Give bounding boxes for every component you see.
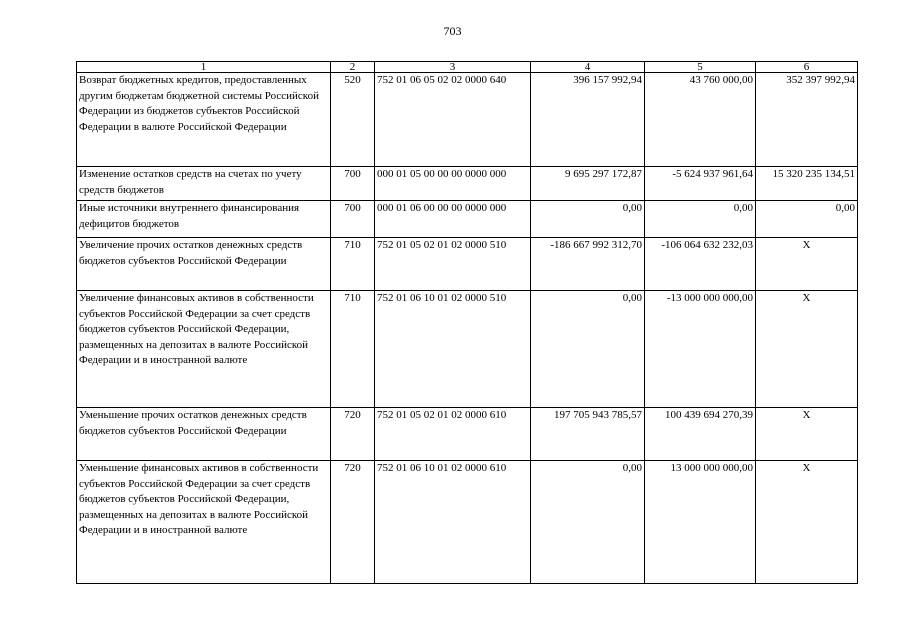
value-col5: 13 000 000 000,00 [645,461,756,584]
column-header: 5 [645,62,756,73]
row-name: Уменьшение финансовых активов в собственности субъектов Российской Федерации за счет средств бюджетов субъектов Российской Федерации, размещенных на депозитах в валюте Российской Федерации и в иностранной валюте [77,461,331,584]
line-code: 710 [331,291,375,408]
column-number-row [77,62,858,73]
budget-classification-code: 752 01 05 02 01 02 0000 610 [375,408,531,461]
value-col6: X [756,291,858,408]
budget-sources-table [76,61,858,584]
budget-classification-code: 000 01 05 00 00 00 0000 000 [375,167,531,201]
value-col6: 352 397 992,94 [756,73,858,167]
value-col6: X [756,461,858,584]
row-name: Возврат бюджетных кредитов, предоставленных другим бюджетам бюджетной системы Российской Федерации из бюджетов субъектов Российской Федерации в валюте Российской Федерации [77,73,331,167]
value-col4: 0,00 [531,291,645,408]
table-row [77,408,858,461]
line-code: 700 [331,167,375,201]
value-col6: 15 320 235 134,51 [756,167,858,201]
budget-classification-code: 752 01 06 10 01 02 0000 510 [375,291,531,408]
column-header: 2 [331,62,375,73]
table-row [77,201,858,238]
budget-classification-code: 752 01 05 02 01 02 0000 510 [375,238,531,291]
value-col4: 9 695 297 172,87 [531,167,645,201]
table-row [77,167,858,201]
value-col4: 0,00 [531,201,645,238]
value-col5: -5 624 937 961,64 [645,167,756,201]
value-col5: -106 064 632 232,03 [645,238,756,291]
table-row [77,291,858,408]
line-code: 710 [331,238,375,291]
value-col4: 197 705 943 785,57 [531,408,645,461]
table-row [77,238,858,291]
column-header: 1 [77,62,331,73]
budget-classification-code: 752 01 06 05 02 02 0000 640 [375,73,531,167]
row-name: Иные источники внутреннего финансирования дефицитов бюджетов [77,201,331,238]
value-col6: X [756,238,858,291]
column-header: 6 [756,62,858,73]
value-col4: -186 667 992 312,70 [531,238,645,291]
line-code: 720 [331,461,375,584]
value-col5: -13 000 000 000,00 [645,291,756,408]
column-header: 3 [375,62,531,73]
column-header: 4 [531,62,645,73]
line-code: 720 [331,408,375,461]
value-col4: 396 157 992,94 [531,73,645,167]
row-name: Увеличение финансовых активов в собственности субъектов Российской Федерации за счет средств бюджетов субъектов Российской Федерации, размещенных на депозитах в валюте Российской Федерации и в иностранной валюте [77,291,331,408]
line-code: 700 [331,201,375,238]
table-row [77,73,858,167]
value-col6: X [756,408,858,461]
budget-classification-code: 752 01 06 10 01 02 0000 610 [375,461,531,584]
value-col5: 0,00 [645,201,756,238]
value-col6: 0,00 [756,201,858,238]
row-name: Увеличение прочих остатков денежных средств бюджетов субъектов Российской Федерации [77,238,331,291]
row-name: Изменение остатков средств на счетах по учету средств бюджетов [77,167,331,201]
value-col5: 43 760 000,00 [645,73,756,167]
row-name: Уменьшение прочих остатков денежных средств бюджетов субъектов Российской Федерации [77,408,331,461]
budget-classification-code: 000 01 06 00 00 00 0000 000 [375,201,531,238]
value-col4: 0,00 [531,461,645,584]
page-number: 703 [443,24,462,38]
value-col5: 100 439 694 270,39 [645,408,756,461]
table-row [77,461,858,584]
line-code: 520 [331,73,375,167]
